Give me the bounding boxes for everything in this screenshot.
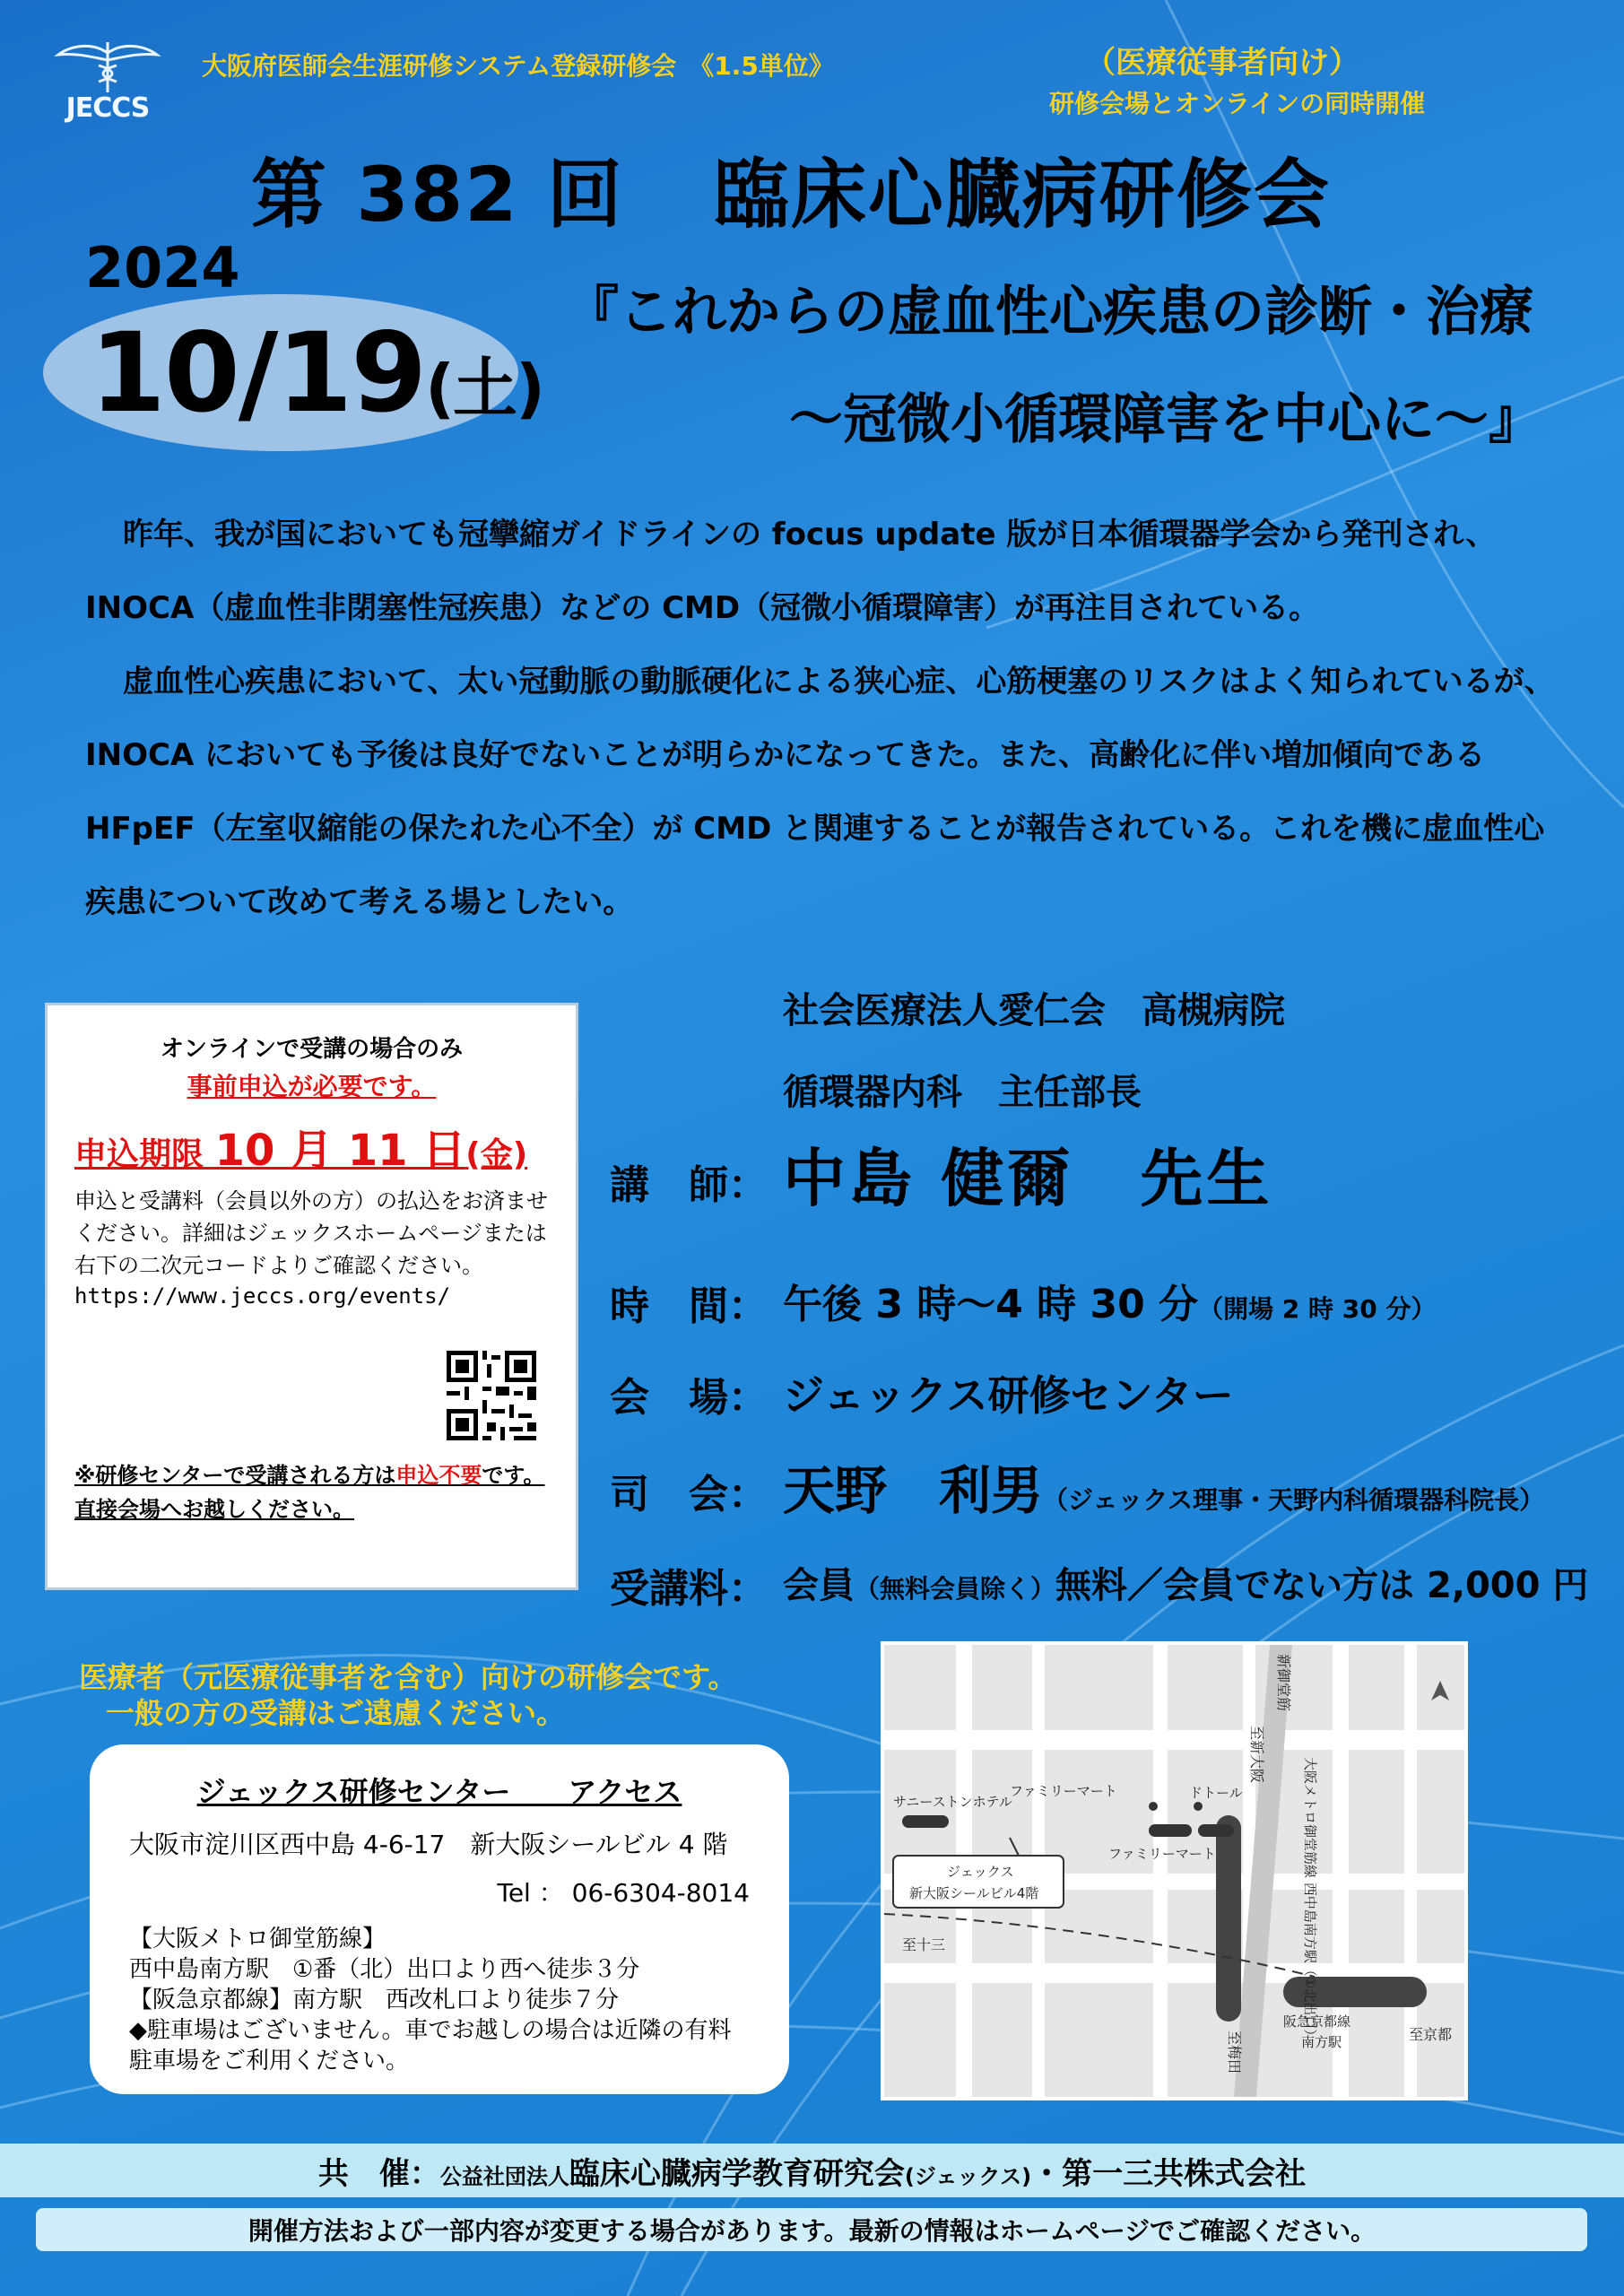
session-number: 第 382 回	[251, 151, 624, 239]
speaker-org: 社会医療法人愛仁会 高槻病院	[783, 990, 1285, 1031]
pre-registration-required: 事前申込が必要です。	[187, 1072, 437, 1101]
map-metro-station: 大阪メトロ御堂筋線 西中島南方駅（①北出口）	[1302, 1757, 1318, 2043]
online-only-label: オンラインで受講の場合のみ	[160, 1036, 464, 1063]
map-to-kyoto: 至京都	[1409, 2026, 1453, 2043]
theme-line-1: 『これからの虚血性心疾患の診断・治療	[565, 281, 1533, 344]
intro-paragraph-1: 昨年、我が国においても冠攣縮ガイドラインの focus update 版が日本循環器学会から発刊され、INOCA（虚血性非閉塞性冠疾患）などの CMD（冠微小循環障害）が再注目されている。	[85, 517, 1497, 626]
cohost-line: 共 催：公益社団法人臨床心臓病学教育研究会(ジェックス)・第一三共株式会社	[317, 2156, 1307, 2192]
hybrid-note: 研修会場とオンラインの同時開催	[1049, 89, 1426, 118]
host	[783, 1448, 1544, 1524]
access-title: ジェックス研修センター アクセス	[196, 1775, 682, 1809]
access-map[interactable]	[881, 1641, 1468, 2100]
parking-note-1: ◆駐車場はございません。車でお越しの場合は近隣の有料	[129, 2017, 732, 2044]
deadline-date: 10 月 11 日	[214, 1126, 466, 1176]
map-hotel: サニーストンホテル	[893, 1794, 1012, 1810]
event-year: 2024	[85, 235, 240, 300]
theme-line-2: ～冠微小循環障害を中心に～』	[789, 388, 1542, 451]
host-title: （ジェックス理事・天野内科循環器科院長）	[1043, 1485, 1545, 1515]
speaker-name: 中島 健爾 先生	[783, 1142, 1273, 1215]
map-jeccs: ジェックス	[947, 1864, 1014, 1880]
doors-open: （開場 2 時 30 分）	[1198, 1294, 1437, 1324]
parking-note-2: 駐車場をご利用ください。	[129, 2048, 410, 2074]
host-label: 司 会：	[610, 1472, 768, 1518]
deadline	[74, 1116, 549, 1178]
venue-value: ジェックス研修センター	[783, 1371, 1234, 1420]
deadline-label: 申込期限	[74, 1136, 204, 1173]
jeccs-logo	[54, 40, 161, 139]
map-familymart-1: ファミリーマート	[1010, 1783, 1117, 1799]
intro-paragraph-2: 虚血性心疾患において、太い冠動脈の動脈硬化による狭心症、心筋梗塞のリスクはよく知られているが、INOCA においても予後は良好でないことが明らかになってきた。また、高齢化に伴い増加傾向である HFpEF（左室収縮能の保たれた心不全）が CMD と関連することが報告されている。これを機に虚血性心疾患について改めて考える場としたい。	[85, 664, 1555, 920]
map-jeccs-building: 新大阪シールビル4階	[909, 1885, 1039, 1901]
metro-directions: 西中島南方駅 ①番（北）出口より西へ徒歩３分	[129, 1956, 640, 1983]
metro-line: 【大阪メトロ御堂筋線】	[129, 1926, 386, 1952]
audience-notice: 医療者（元医療従事者を含む）向けの研修会です。 一般の方の受講はご遠慮ください。	[79, 1660, 737, 1730]
audience-label: （医療従事者向け）	[1085, 45, 1359, 81]
fee-value: 会員（無料会員除く）無料／会員でない方は 2,000 円	[783, 1565, 1589, 1606]
access-box	[90, 1744, 789, 2094]
speaker-label: 講 師：	[610, 1162, 768, 1208]
hankyu-directions: 【阪急京都線】南方駅 西改札口より徒歩７分	[129, 1987, 620, 2013]
map-hankyu-line: 阪急京都線	[1283, 2013, 1351, 2030]
payment-note: 申込と受講料（会員以外の方）の払込をお済ませください。詳細はジェックスホームページまたは右下の二次元コードよりご確認ください。	[74, 1188, 548, 1278]
time-label: 時 間：	[610, 1283, 768, 1329]
online-registration-box	[45, 1003, 578, 1590]
page-title	[251, 135, 1331, 243]
north-arrow-icon	[1431, 1681, 1449, 1700]
credit-line: 大阪府医師会生涯研修システム登録研修会 《1.5単位》	[202, 51, 834, 81]
event-day: 10/19	[90, 309, 426, 437]
map-to-juso: 至十三	[902, 1936, 946, 1953]
deadline-weekday: (金)	[465, 1136, 528, 1173]
map-to-umeda: 至梅田	[1226, 2031, 1243, 2074]
host-name: 天野 利男	[783, 1460, 1044, 1521]
disclaimer: 開催方法および一部内容が変更する場合があります。最新の情報はホームページでご確認ください。	[248, 2216, 1376, 2246]
caduceus-icon	[54, 40, 161, 94]
map-road-label: 新御堂筋	[1275, 1654, 1292, 1712]
map-doutor: ドトール	[1189, 1785, 1243, 1801]
access-tel: Tel ： 06-6304-8014	[497, 1878, 750, 1908]
event-date	[90, 309, 543, 437]
time-value: 午後 3 時～4 時 30 分（開場 2 時 30 分）	[783, 1282, 1437, 1327]
onsite-note: ※研修センターで受講される方は申込不要です。直接会場へお越しください。	[74, 1463, 545, 1522]
event-weekday: (土)	[425, 351, 543, 426]
venue-label: 会 場：	[610, 1375, 768, 1421]
logo-text: JECCS	[65, 92, 150, 124]
qr-code-icon[interactable]	[442, 1346, 541, 1445]
registration-url[interactable]: https://www.jeccs.org/events/	[74, 1283, 451, 1309]
map-hankyu-station: 南方駅	[1301, 2034, 1342, 2050]
intro-text	[85, 498, 1556, 939]
fee-label: 受講料：	[610, 1566, 768, 1612]
map-to-shinosaka: 至新大阪	[1248, 1726, 1265, 1784]
seminar-name: 臨床心臓病研修会	[713, 151, 1331, 239]
speaker-dept: 循環器内科 主任部長	[783, 1072, 1142, 1113]
map-familymart-2: ファミリーマート	[1108, 1846, 1216, 1862]
access-address: 大阪市淀川区西中島 4-6-17 新大阪シールビル 4 階	[129, 1830, 728, 1859]
map-drawing	[884, 1645, 1464, 2097]
